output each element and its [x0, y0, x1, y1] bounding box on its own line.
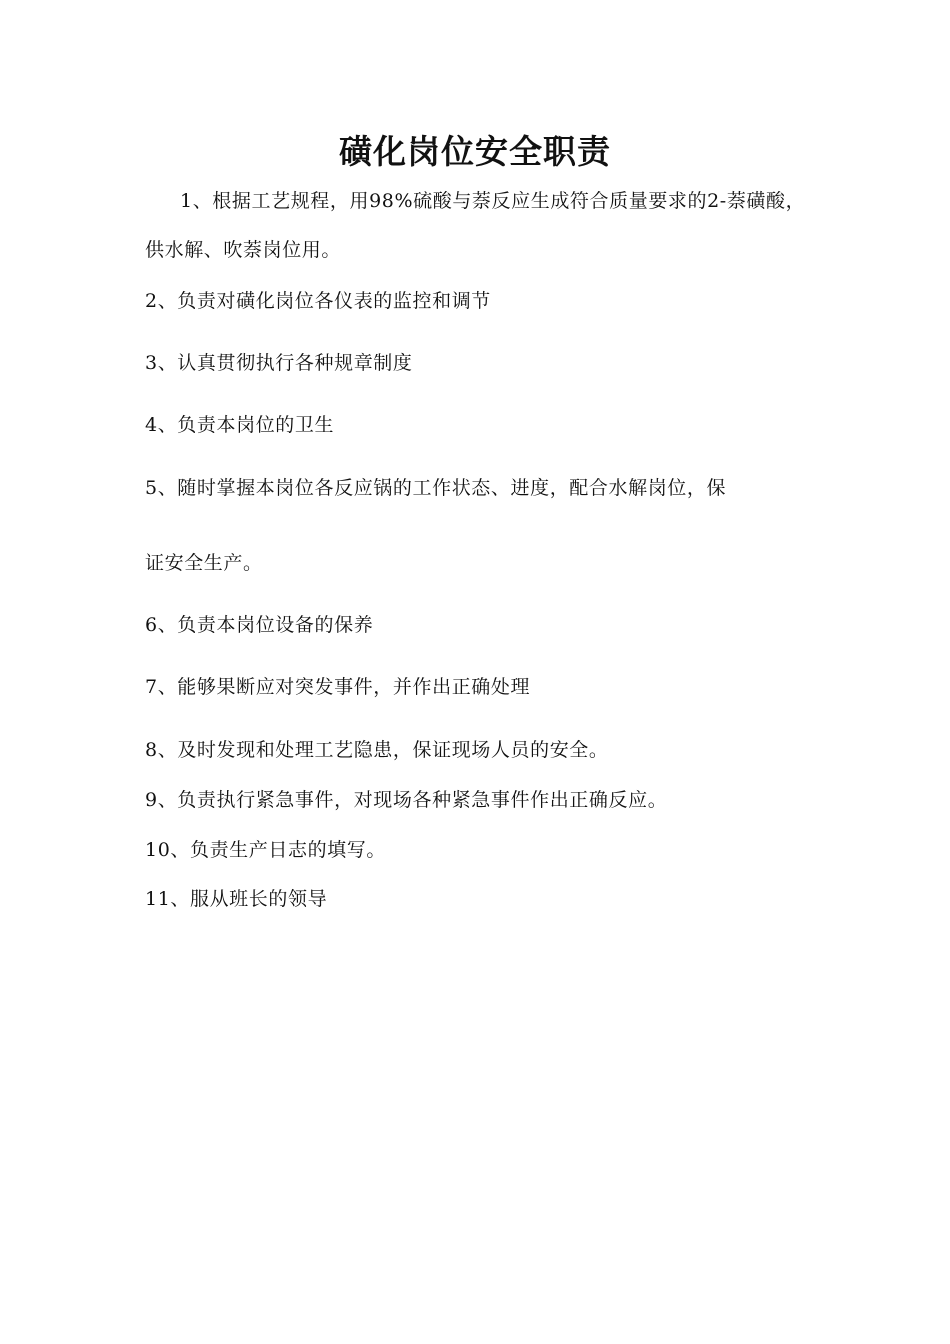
duty-item-4: 4、负责本岗位的卫生	[145, 414, 335, 436]
duty-item-1-continued: 供水解、吹萘岗位用。	[145, 239, 342, 261]
document-title: 磺化岗位安全职责	[339, 132, 611, 171]
duty-item-11: 11、服从班长的领导	[145, 888, 328, 910]
duty-item-6: 6、负责本岗位设备的保养	[145, 614, 374, 636]
duty-item-5: 5、随时掌握本岗位各反应锅的工作状态、进度，配合水解岗位，保	[145, 477, 727, 499]
duty-item-5-continued: 证安全生产。	[145, 552, 263, 574]
duty-item-2: 2、负责对磺化岗位各仪表的监控和调节	[145, 290, 491, 312]
duty-item-8: 8、及时发现和处理工艺隐患，保证现场人员的安全。	[145, 739, 609, 761]
duty-item-7: 7、能够果断应对突发事件，并作出正确处理	[145, 676, 531, 698]
duty-item-3: 3、认真贯彻执行各种规章制度	[145, 352, 413, 374]
duty-item-10: 10、负责生产日志的填写。	[145, 839, 386, 861]
duty-item-1: 1、根据工艺规程，用98%硫酸与萘反应生成符合质量要求的2-萘磺酸，	[180, 190, 806, 212]
duty-item-9: 9、负责执行紧急事件，对现场各种紧急事件作出正确反应。	[145, 789, 668, 811]
